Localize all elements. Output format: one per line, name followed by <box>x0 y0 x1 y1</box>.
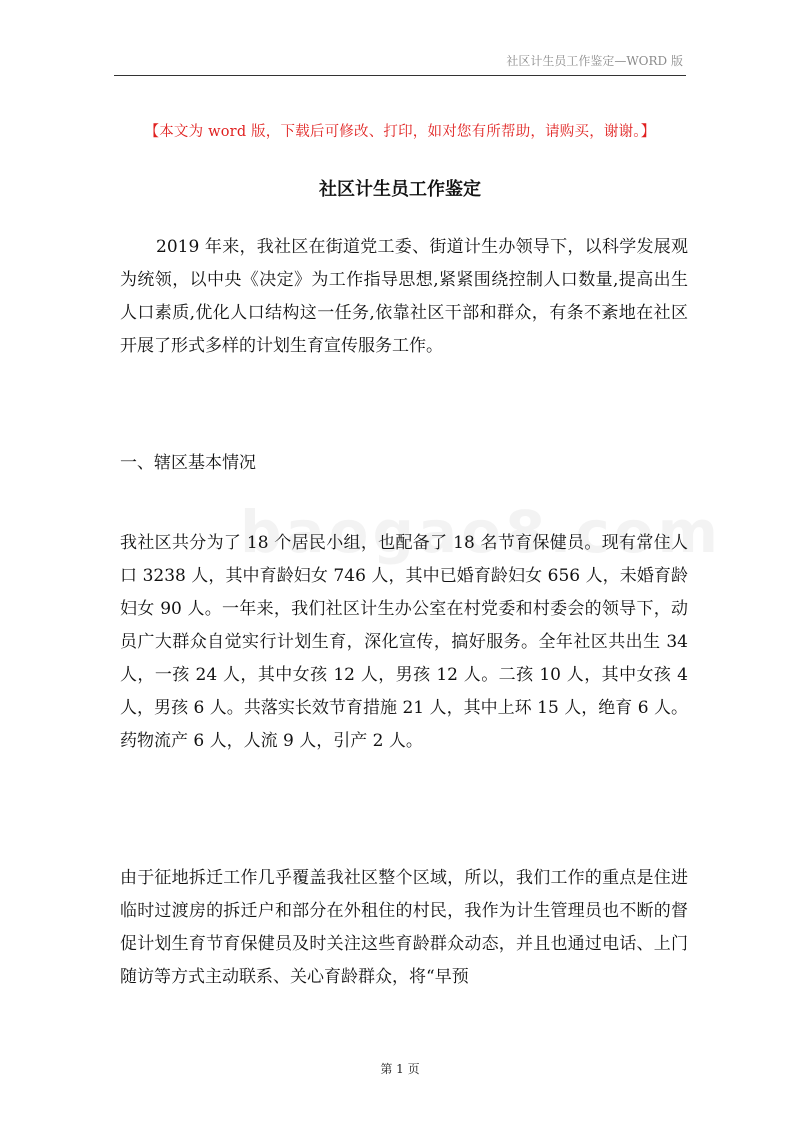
section-body-paragraph-2: 由于征地拆迁工作几乎覆盖我社区整个区域，所以，我们工作的重点是住进临时过渡房的拆迁户和部分在外租住的村民，我作为计生管理员也不断的督促计划生育节育保健员及时关注这些育龄群众动态，并且也通过电话、上门随访等方式主动联系、关心育龄群众，将“早预 <box>120 868 688 987</box>
page-number: 第 1 页 <box>380 1062 420 1076</box>
section-body-paragraph: 我社区共分为了 18 个居民小组，也配备了 18 名节育保健员。现有常住人口 3238 人，其中育龄妇女 746 人，其中已婚育龄妇女 656 人，未婚育龄妇女 90 人。一年来，我们社区计生办公室在村党委和村委会的领导下，动员广大群众自觉实行计划生育，深化宣传，搞好服务。全年社区共出生 34 人，一孩 24 人，其中女孩 12 人，男孩 12 人。二孩 10 人，其中女孩 4 人，男孩 6 人。共落实长效节育措施 21 人，其中上环 15 人，绝育 6 人。药物流产 6 人，人流 9 人，引产 2 人。 <box>120 533 688 751</box>
section-heading: 一、辖区基本情况 <box>120 453 256 473</box>
document-header-label: 社区计生员工作鉴定—WORD 版 <box>506 54 683 68</box>
intro-paragraph: 2019 年来，我社区在街道党工委、街道计生办领导下，以科学发展观为统领，以中央《决定》为工作指导思想,紧紧围绕控制人口数量,提高出生人口素质,优化人口结构这一任务,依靠社区干部和群众，有条不紊地在社区开展了形式多样的计划生育宣传服务工作。 <box>120 237 688 356</box>
header-divider <box>114 75 686 76</box>
purchase-notice: 【本文为 word 版，下载后可修改、打印，如对您有所帮助，请购买，谢谢。】 <box>144 124 656 140</box>
document-title: 社区计生员工作鉴定 <box>319 179 481 200</box>
